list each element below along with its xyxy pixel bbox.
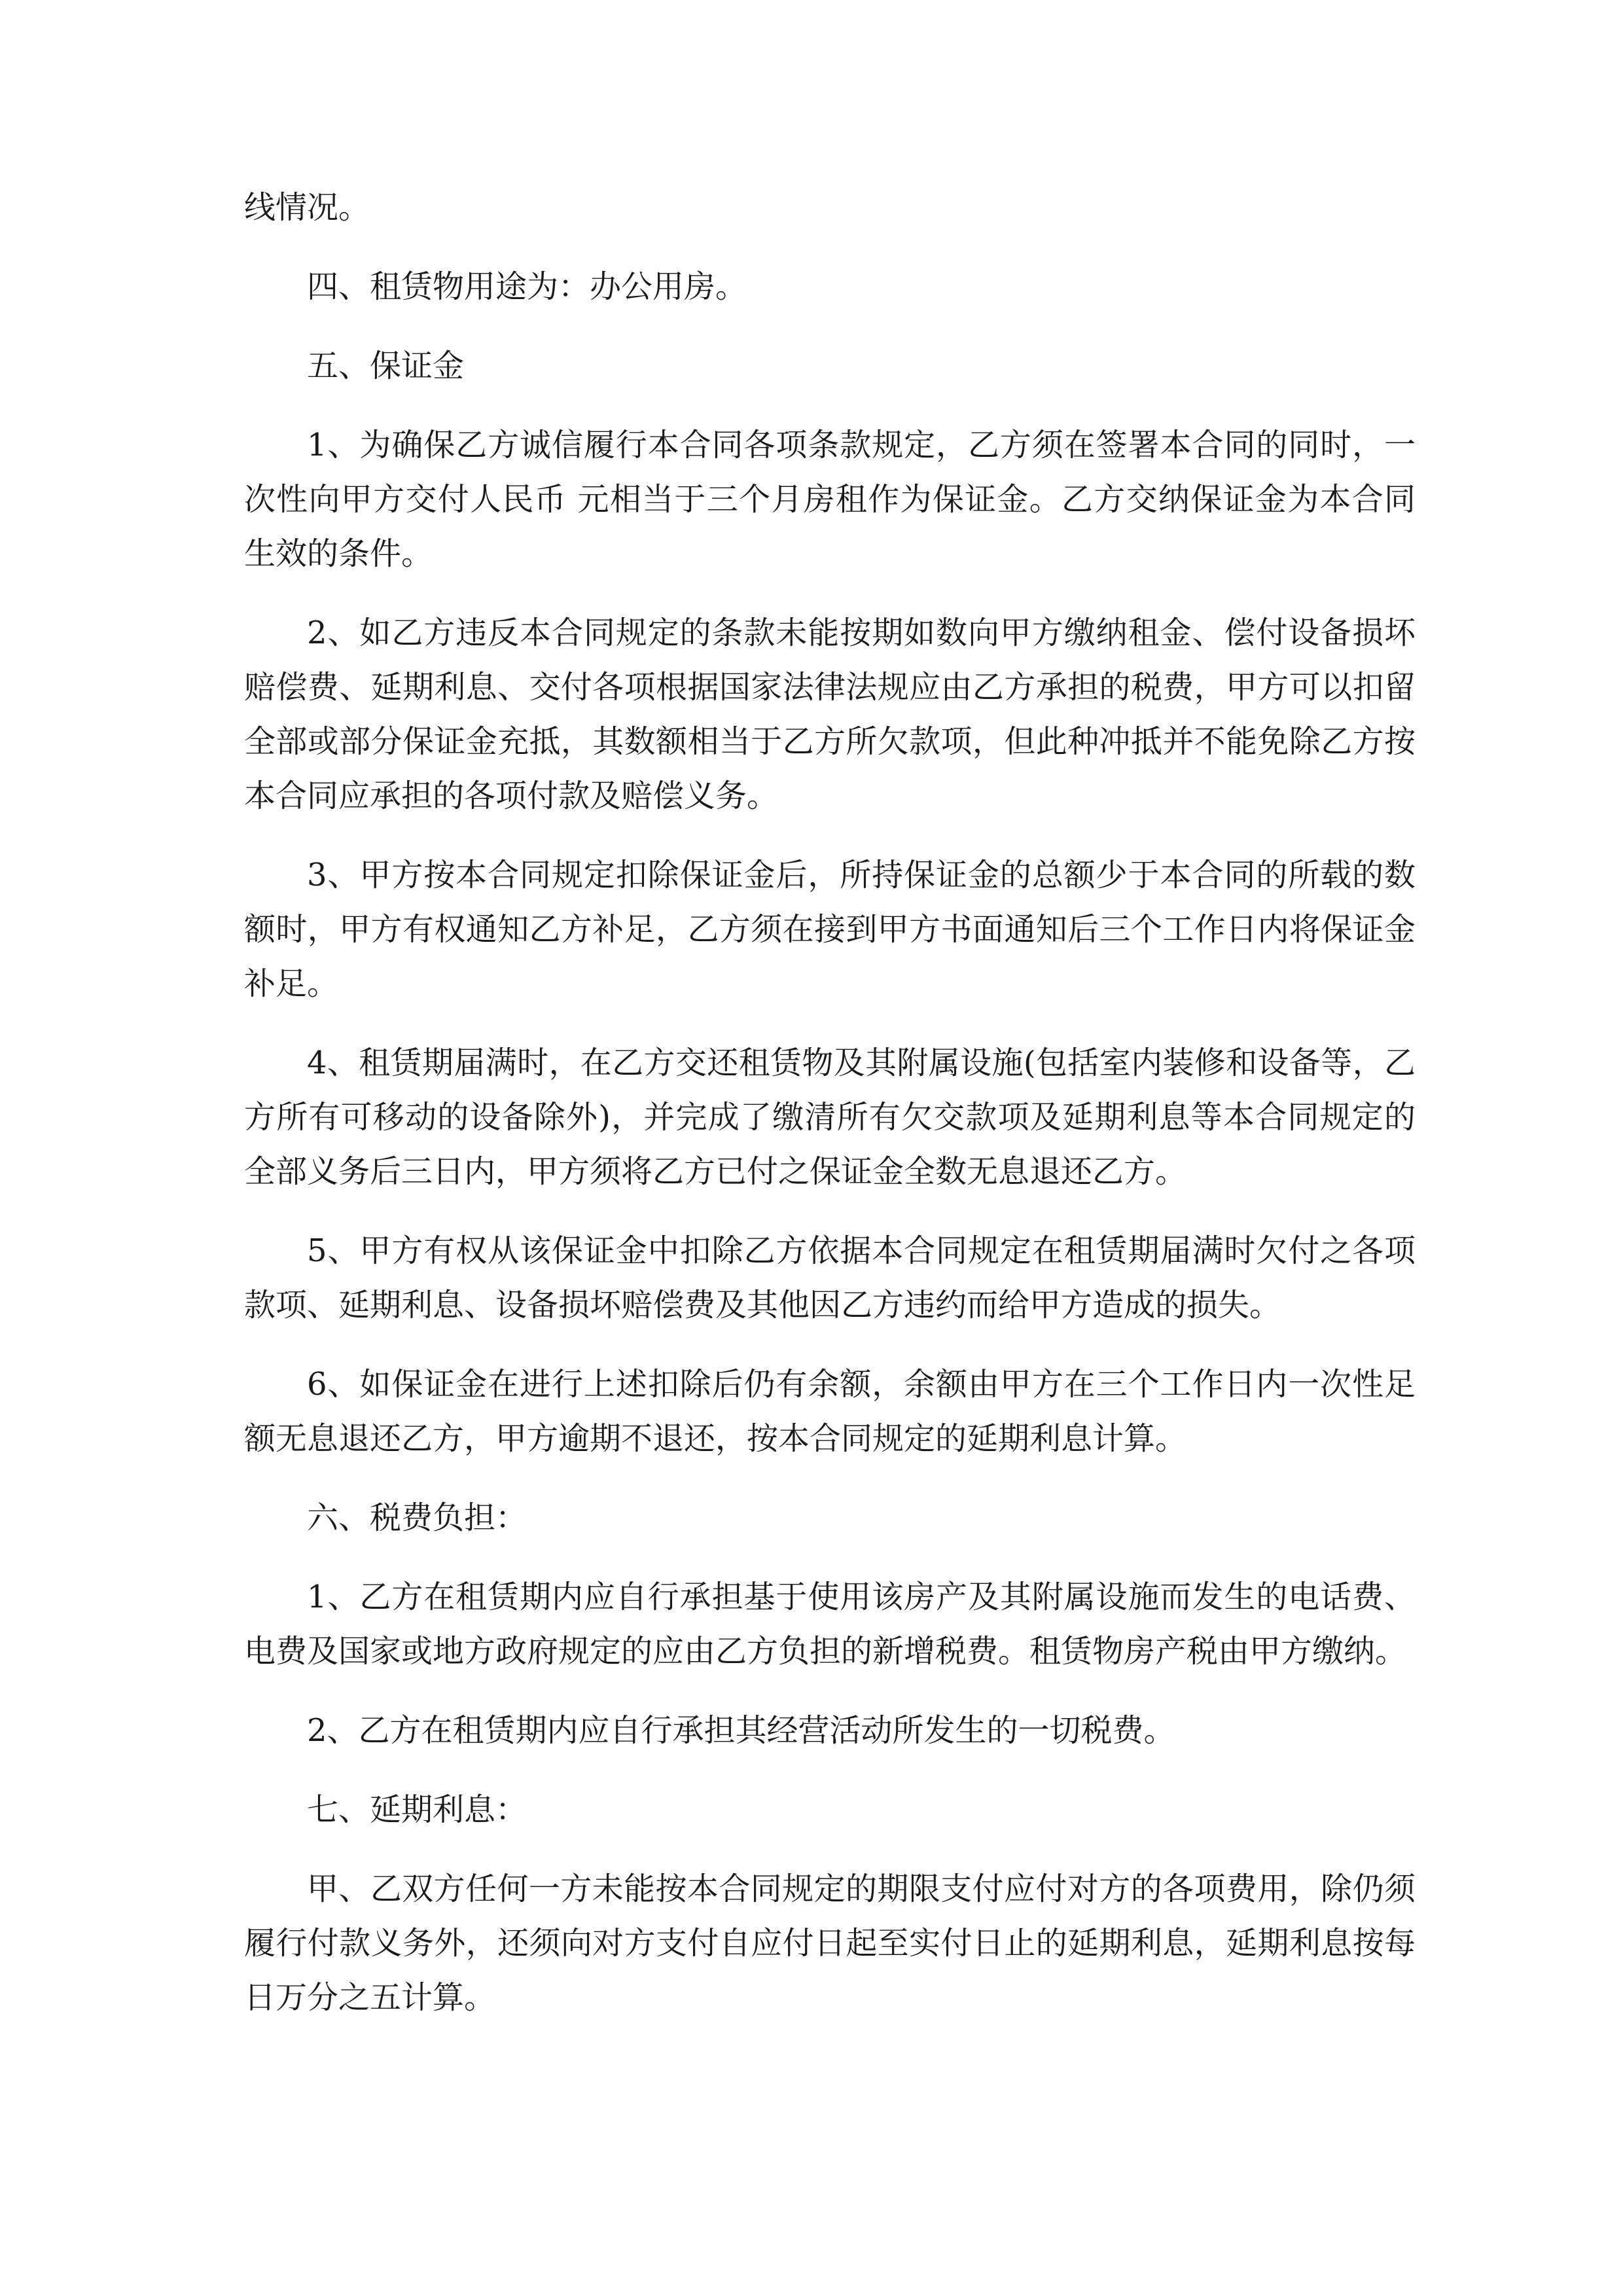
- paragraph-deposit-3: 3、甲方按本合同规定扣除保证金后，所持保证金的总额少于本合同的所载的数额时，甲方有权通知乙方补足，乙方须在接到甲方书面通知后三个工作日内将保证金补足。: [244, 857, 1416, 1002]
- paragraph-taxes-1: 1、乙方在租赁期内应自行承担基于使用该房产及其附属设施而发生的电话费、电费及国家或地方政府规定的应由乙方负担的新增税费。租赁物房产税由甲方缴纳。: [244, 1579, 1416, 1670]
- section-heading-deposit: 五、保证金: [307, 348, 465, 384]
- paragraph-deposit-2: 2、如乙方违反本合同规定的条款未能按期如数向甲方缴纳租金、偿付设备损坏赔偿费、延期利息、交付各项根据国家法律法规应由乙方承担的税费，甲方可以扣留全部或部分保证金充抵，其数额相当于乙方所欠款项，但此种冲抵并不能免除乙方按本合同应承担的各项付款及赔偿义务。: [244, 615, 1416, 814]
- paragraph-deposit-5: 5、甲方有权从该保证金中扣除乙方依据本合同规定在租赁期届满时欠付之各项款项、延期利息、设备损坏赔偿费及其他因乙方违约而给甲方造成的损失。: [244, 1232, 1416, 1323]
- document-body: [244, 181, 1416, 2025]
- section-heading-late-interest: 七、延期利息：: [307, 1791, 527, 1828]
- paragraph-late-interest: 甲、乙双方任何一方未能按本合同规定的期限支付应付对方的各项费用，除仍须履行付款义务外，还须向对方支付自应付日起至实付日止的延期利息，延期利息按每日万分之五计算。: [244, 1871, 1416, 2016]
- paragraph-taxes-2: 2、乙方在租赁期内应自行承担其经营活动所发生的一切税费。: [307, 1712, 1175, 1749]
- paragraph-deposit-4: 4、租赁期届满时，在乙方交还租赁物及其附属设施(包括室内装修和设备等，乙方所有可移动的设备除外)，并完成了缴清所有欠交款项及延期利息等本合同规定的全部义务后三日内，甲方须将乙方已付之保证金全数无息退还乙方。: [244, 1045, 1416, 1190]
- paragraph-continuation: 线情况。: [244, 189, 370, 226]
- section-heading-usage: 四、租赁物用途为：办公用房。: [307, 268, 747, 305]
- paragraph-deposit-1: 1、为确保乙方诚信履行本合同各项条款规定，乙方须在签署本合同的同时，一次性向甲方交付人民币 元相当于三个月房租作为保证金。乙方交纳保证金为本合同生效的条件。: [244, 427, 1416, 572]
- section-heading-taxes: 六、税费负担：: [307, 1499, 527, 1536]
- paragraph-deposit-6: 6、如保证金在进行上述扣除后仍有余额，余额由甲方在三个工作日内一次性足额无息退还乙方，甲方逾期不退还，按本合同规定的延期利息计算。: [244, 1366, 1416, 1457]
